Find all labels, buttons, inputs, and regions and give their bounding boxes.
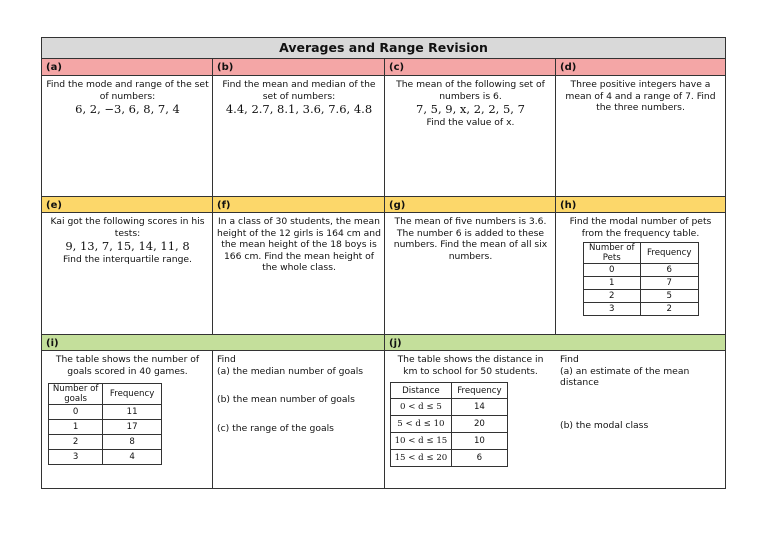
question-d	[556, 77, 725, 195]
question-j	[385, 352, 556, 488]
question-a-text: Find the mode and range of the set of numbers:	[46, 79, 209, 102]
divider	[384, 59, 385, 488]
table-cell: 7	[641, 277, 699, 290]
table-cell: 5	[641, 290, 699, 303]
question-i-part-b: (b) the mean number of goals	[217, 394, 355, 405]
divider	[555, 59, 556, 334]
page-title: Averages and Range Revision	[42, 38, 725, 59]
header-i: (i)	[42, 334, 385, 351]
distance-frequency-table	[390, 382, 508, 467]
table-cell: 10 < d ≤ 15	[391, 433, 452, 450]
table-cell: 20	[451, 416, 507, 433]
question-i-part-c: (c) the range of the goals	[217, 422, 334, 434]
table-row	[49, 420, 162, 435]
header-h: (h)	[556, 196, 725, 213]
table-cell: 2	[641, 303, 699, 316]
table-row	[391, 416, 508, 433]
question-c	[385, 77, 556, 195]
question-i-text: The table shows the number of goals scored in 40 games.	[55, 354, 200, 377]
question-j-tasks	[556, 352, 725, 488]
question-c-numbers: 7, 5, 9, x, 2, 2, 5, 7	[416, 102, 525, 116]
divider	[212, 59, 213, 334]
question-b	[213, 77, 385, 195]
question-f	[213, 214, 385, 333]
table-cell: 1	[49, 420, 103, 435]
header-g: (g)	[385, 196, 556, 213]
question-h-text: Find the modal number of pets from the frequency table.	[569, 216, 712, 239]
table-row	[583, 277, 698, 290]
table-row	[583, 303, 698, 316]
question-b-numbers: 4.4, 2.7, 8.1, 3.6, 7.6, 4.8	[225, 102, 373, 116]
table-cell: 2	[49, 435, 103, 450]
table-cell: 17	[103, 420, 162, 435]
question-e-text: Kai got the following scores in his tests:	[50, 216, 205, 239]
table-cell: 4	[103, 450, 162, 465]
question-a-numbers: 6, 2, −3, 6, 8, 7, 4	[75, 102, 180, 116]
table-header: Frequency	[451, 383, 507, 399]
question-h	[556, 214, 725, 333]
question-f-text: In a class of 30 students, the mean height of the 12 girls is 164 cm and the mean height of the 18 boys is 166 cm. Find the mean height of the whole class.	[217, 216, 381, 273]
table-cell: 0	[583, 264, 641, 277]
question-c-after: Find the value of x.	[426, 117, 515, 128]
question-g	[385, 214, 556, 333]
table-cell: 1	[583, 277, 641, 290]
question-i	[42, 352, 213, 488]
table-header: Number of goals	[49, 384, 103, 405]
table-cell: 11	[103, 405, 162, 420]
table-header: Number of Pets	[583, 243, 641, 264]
header-b: (b)	[213, 59, 385, 76]
question-i-part-a: (a) the median number of goals	[217, 365, 364, 377]
question-e	[42, 214, 213, 333]
question-e-numbers: 9, 13, 7, 15, 14, 11, 8	[65, 239, 190, 253]
table-cell: 14	[451, 399, 507, 416]
question-j-find: Find	[560, 354, 579, 365]
table-cell: 5 < d ≤ 10	[391, 416, 452, 433]
header-c: (c)	[385, 59, 556, 76]
table-header: Distance	[391, 383, 452, 399]
table-row	[391, 399, 508, 416]
header-a: (a)	[42, 59, 213, 76]
question-a	[42, 77, 213, 195]
table-row	[49, 405, 162, 420]
header-d: (d)	[556, 59, 725, 76]
table-cell: 0	[49, 405, 103, 420]
question-i-tasks	[213, 352, 385, 488]
table-cell: 15 < d ≤ 20	[391, 450, 452, 467]
table-cell: 2	[583, 290, 641, 303]
question-j-part-a: (a) an estimate of the mean distance	[560, 365, 690, 388]
table-header: Frequency	[103, 384, 162, 405]
question-b-text: Find the mean and median of the set of numbers:	[222, 79, 376, 102]
table-cell: 3	[49, 450, 103, 465]
question-d-text: Three positive integers have a mean of 4 and a range of 7. Find the three numbers.	[565, 79, 716, 113]
question-c-text: The mean of the following set of numbers is 6.	[396, 79, 545, 102]
table-header: Frequency	[641, 243, 699, 264]
table-cell: 3	[583, 303, 641, 316]
question-i-find: Find	[217, 354, 236, 365]
header-e: (e)	[42, 196, 213, 213]
question-j-text: The table shows the distance in km to school for 50 students.	[397, 354, 544, 377]
question-j-part-b: (b) the modal class	[560, 419, 649, 431]
revision-sheet	[41, 37, 726, 489]
pets-frequency-table	[583, 242, 699, 316]
table-cell: 8	[103, 435, 162, 450]
table-cell: 0 < d ≤ 5	[391, 399, 452, 416]
table-cell: 6	[641, 264, 699, 277]
table-row	[583, 264, 698, 277]
goals-frequency-table	[48, 383, 162, 465]
table-row	[49, 435, 162, 450]
table-row	[391, 433, 508, 450]
divider	[212, 351, 213, 488]
question-e-after: Find the interquartile range.	[63, 254, 192, 265]
header-f: (f)	[213, 196, 385, 213]
table-cell: 10	[451, 433, 507, 450]
question-g-text: The mean of five numbers is 3.6. The number 6 is added to these numbers. Find the mean of all six numbers.	[393, 216, 548, 262]
table-row	[49, 450, 162, 465]
table-cell: 6	[451, 450, 507, 467]
table-row	[583, 290, 698, 303]
header-j: (j)	[385, 334, 725, 351]
table-row	[391, 450, 508, 467]
